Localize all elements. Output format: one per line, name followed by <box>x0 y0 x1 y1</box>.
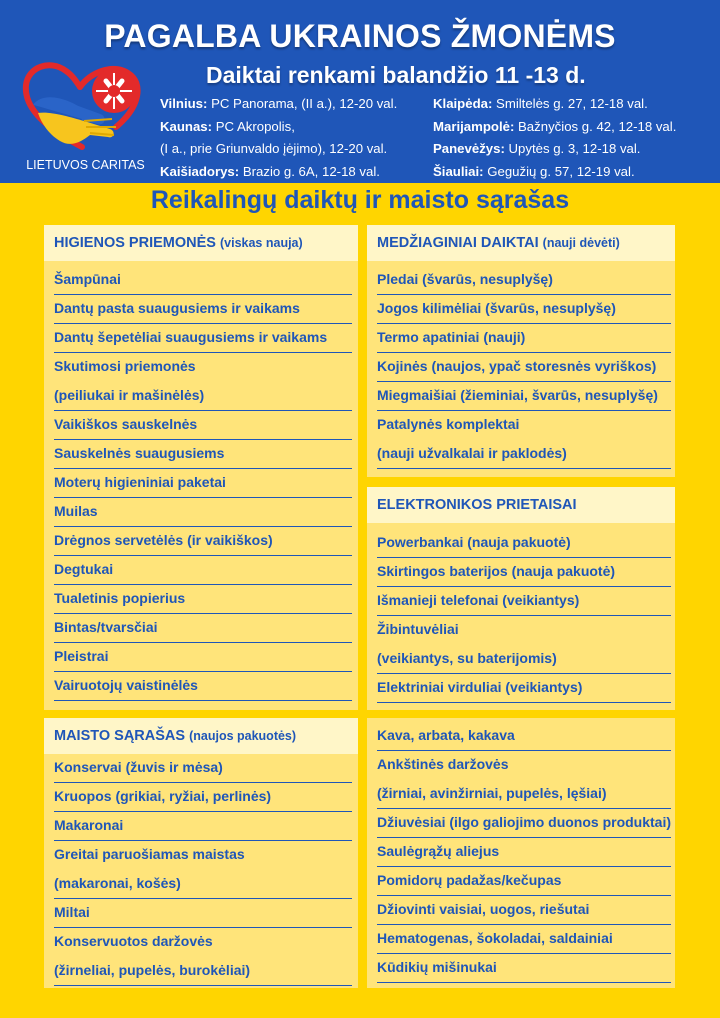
list-item: Dantų pasta suaugusiems ir vaikams <box>54 295 352 324</box>
list-item: Muilas <box>54 498 352 527</box>
list-item: Vairuotojų vaistinėlės <box>54 672 352 701</box>
location-line: Vilnius: PC Panorama, (II a.), 12-20 val. <box>160 96 398 111</box>
list-item: Miltai <box>54 899 352 928</box>
list-item: Pleistrai <box>54 643 352 672</box>
page-subtitle: Daiktai renkami balandžio 11 -13 d. <box>206 62 586 88</box>
electronics-panel <box>367 487 675 710</box>
list-item: Jogos kilimėliai (švarūs, nesuplyšę) <box>377 295 671 324</box>
hygiene-heading: HIGIENOS PRIEMONĖS (viskas nauja) <box>44 225 358 261</box>
hygiene-list <box>54 266 352 701</box>
logo-text: LIETUVOS CARITAS <box>26 158 145 172</box>
list-item: Drėgnos servetėlės (ir vaikiškos) <box>54 527 352 556</box>
list-item: Žibintuvėliai <box>377 621 459 637</box>
list-item: Džiovinti vaisiai, uogos, riešutai <box>377 896 671 925</box>
list-item: Skirtingos baterijos (nauja pakuotė) <box>377 558 671 587</box>
list-item: (makaronai, košės) <box>54 870 352 899</box>
list-item: Pomidorų padažas/kečupas <box>377 867 671 896</box>
location-line: Šiauliai: Gegužių g. 57, 12-19 val. <box>433 163 635 179</box>
list-item: Šampūnai <box>54 266 352 295</box>
list-item: Vaikiškos sauskelnės <box>54 411 352 440</box>
location-line: (I a., prie Griunvaldo įėjimo), 12-20 val. <box>160 141 388 156</box>
list-item: Kava, arbata, kakava <box>377 722 671 751</box>
food-list-left <box>54 754 352 986</box>
list-item: Skutimosi priemonės <box>54 358 196 374</box>
page-title: PAGALBA UKRAINOS ŽMONĖMS <box>104 18 616 54</box>
electronics-list <box>377 529 671 703</box>
list-item: Dantų šepetėliai suaugusiems ir vaikams <box>54 324 352 353</box>
list-item: Elektriniai virduliai (veikiantys) <box>377 674 671 703</box>
food-panel-right <box>367 718 675 988</box>
list-item: Powerbankai (nauja pakuotė) <box>377 529 671 558</box>
location-line: Kaunas: PC Akropolis, <box>160 118 295 134</box>
locations-right <box>433 93 676 183</box>
list-item: (žirneliai, pupelės, burokėliai) <box>54 957 352 986</box>
list-item: Makaronai <box>54 812 352 841</box>
list-item: (peiliukai ir mašinėlės) <box>54 382 352 411</box>
material-heading: MEDŽIAGINIAI DAIKTAI (nauji dėvėti) <box>367 225 675 261</box>
material-panel <box>367 225 675 477</box>
list-item: Degtukai <box>54 556 352 585</box>
list-item: Kojinės (naujos, ypač storesnės vyriškos) <box>377 353 671 382</box>
list-item: (veikiantys, su baterijomis) <box>377 645 671 674</box>
list-item: Hematogenas, šokoladai, saldainiai <box>377 925 671 954</box>
list-item: Tualetinis popierius <box>54 585 352 614</box>
location-line: Marijampolė: Bažnyčios g. 42, 12-18 val. <box>433 118 677 134</box>
list-item: Džiuvėsiai (ilgo galiojimo duonos produktai) <box>377 809 671 838</box>
list-item: Kruopos (grikiai, ryžiai, perlinės) <box>54 783 352 812</box>
food-heading: MAISTO SĄRAŠAS (naujos pakuotės) <box>44 718 358 754</box>
list-item: Termo apatiniai (nauji) <box>377 324 671 353</box>
food-panel <box>44 718 358 988</box>
heart-hands-cross-icon <box>20 55 150 155</box>
locations-left <box>160 93 397 183</box>
list-item: Miegmaišiai (žieminiai, švarūs, nesuplyšę) <box>377 382 671 411</box>
hygiene-panel <box>44 225 358 710</box>
location-line: Klaipėda: Smiltelės g. 27, 12-18 val. <box>433 96 648 111</box>
location-line: Panevėžys: Upytės g. 3, 12-18 val. <box>433 141 641 156</box>
list-item: Pledai (švarūs, nesuplyšę) <box>377 266 671 295</box>
food-list-right <box>377 722 671 983</box>
material-list <box>377 266 671 469</box>
section-title: Reikalingų daiktų ir maisto sąrašas <box>150 186 570 214</box>
list-item: Patalynės komplektai <box>377 416 520 432</box>
list-item: Greitai paruošiamas maistas <box>54 846 245 862</box>
list-item: Konservai (žuvis ir mėsa) <box>54 754 352 783</box>
list-item: (žirniai, avinžirniai, pupelės, lęšiai) <box>377 780 671 809</box>
list-item: Kūdikių mišinukai <box>377 954 671 983</box>
list-item: Bintas/tvarsčiai <box>54 614 352 643</box>
list-item: Sauskelnės suaugusiems <box>54 440 352 469</box>
electronics-heading: ELEKTRONIKOS PRIETAISAI <box>367 487 675 523</box>
list-item: Saulėgrąžų aliejus <box>377 838 671 867</box>
list-item: Išmanieji telefonai (veikiantys) <box>377 587 671 616</box>
list-item: Konservuotos daržovės <box>54 933 213 949</box>
list-item: Moterų higieniniai paketai <box>54 469 352 498</box>
list-item: (nauji užvalkalai ir paklodės) <box>377 440 671 469</box>
location-line: Kaišiadorys: Brazio g. 6A, 12-18 val. <box>160 163 380 179</box>
list-item: Ankštinės daržovės <box>377 756 509 772</box>
header-banner <box>0 0 720 183</box>
